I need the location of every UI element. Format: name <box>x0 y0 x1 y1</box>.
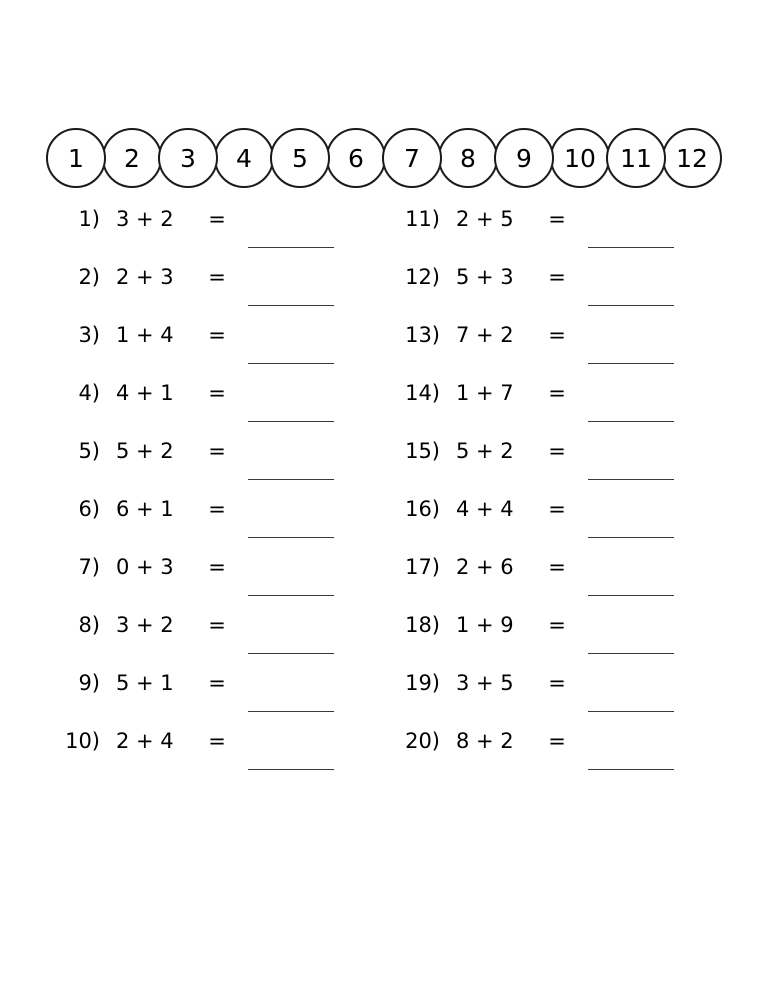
equals-sign: = <box>208 729 226 753</box>
number-circle-label: 2 <box>124 143 140 173</box>
problem-expression: 1 + 7 <box>456 381 514 405</box>
problem-expression: 4 + 1 <box>116 381 174 405</box>
equals-sign: = <box>208 265 226 289</box>
answer-blank[interactable] <box>588 322 674 364</box>
problem-row <box>400 322 730 380</box>
problem-row <box>60 728 390 786</box>
equals-sign: = <box>208 323 226 347</box>
equals-sign: = <box>208 497 226 521</box>
problem-expression: 1 + 9 <box>456 613 514 637</box>
problem-number: 17) <box>405 555 440 579</box>
problem-expression: 8 + 2 <box>456 729 514 753</box>
answer-rule-line <box>588 247 674 248</box>
equals-sign: = <box>208 613 226 637</box>
right-column <box>400 206 730 786</box>
answer-blank[interactable] <box>588 670 674 712</box>
problem-number: 16) <box>405 497 440 521</box>
equals-sign: = <box>548 613 566 637</box>
problem-number: 15) <box>405 439 440 463</box>
problem-row <box>60 612 390 670</box>
answer-rule-line <box>248 247 334 248</box>
number-circle-label: 7 <box>404 143 420 173</box>
problem-number: 19) <box>405 671 440 695</box>
problem-expression: 4 + 4 <box>456 497 514 521</box>
problem-row <box>400 380 730 438</box>
problem-expression: 5 + 2 <box>456 439 514 463</box>
problem-row <box>400 438 730 496</box>
number-circle-label: 5 <box>292 143 308 173</box>
answer-rule-line <box>248 479 334 480</box>
equals-sign: = <box>208 207 226 231</box>
equals-sign: = <box>548 497 566 521</box>
answer-rule-line <box>588 479 674 480</box>
problem-row <box>60 380 390 438</box>
answer-rule-line <box>588 595 674 596</box>
equals-sign: = <box>548 265 566 289</box>
answer-blank[interactable] <box>588 554 674 596</box>
answer-blank[interactable] <box>248 380 334 422</box>
answer-rule-line <box>248 711 334 712</box>
problem-row <box>400 554 730 612</box>
number-circle-12 <box>662 128 722 188</box>
problem-number: 6) <box>78 497 100 521</box>
problem-number: 7) <box>78 555 100 579</box>
number-circle-7 <box>382 128 442 188</box>
problem-number: 8) <box>78 613 100 637</box>
problem-row <box>60 264 390 322</box>
answer-blank[interactable] <box>248 554 334 596</box>
answer-rule-line <box>588 305 674 306</box>
answer-rule-line <box>248 769 334 770</box>
equals-sign: = <box>548 323 566 347</box>
answer-rule-line <box>248 363 334 364</box>
answer-rule-line <box>248 537 334 538</box>
answer-blank[interactable] <box>248 670 334 712</box>
answer-blank[interactable] <box>248 322 334 364</box>
problem-expression: 3 + 2 <box>116 207 174 231</box>
number-circle-1 <box>46 128 106 188</box>
problem-row <box>60 496 390 554</box>
number-circle-6 <box>326 128 386 188</box>
problem-row <box>60 206 390 264</box>
equals-sign: = <box>208 555 226 579</box>
answer-rule-line <box>248 653 334 654</box>
answer-rule-line <box>588 363 674 364</box>
problem-row <box>60 438 390 496</box>
problem-expression: 5 + 2 <box>116 439 174 463</box>
answer-blank[interactable] <box>248 496 334 538</box>
answer-blank[interactable] <box>588 264 674 306</box>
problem-row <box>400 670 730 728</box>
number-circle-3 <box>158 128 218 188</box>
problem-number: 4) <box>78 381 100 405</box>
equals-sign: = <box>548 207 566 231</box>
number-circle-label: 10 <box>564 143 596 173</box>
problem-number: 3) <box>78 323 100 347</box>
problem-expression: 2 + 5 <box>456 207 514 231</box>
number-circle-4 <box>214 128 274 188</box>
problem-expression: 0 + 3 <box>116 555 174 579</box>
problem-number: 10) <box>65 729 100 753</box>
problem-number: 11) <box>405 207 440 231</box>
number-circle-label: 1 <box>68 143 84 173</box>
equals-sign: = <box>548 381 566 405</box>
problem-number: 5) <box>78 439 100 463</box>
answer-rule-line <box>248 421 334 422</box>
number-circle-11 <box>606 128 666 188</box>
left-column <box>60 206 390 786</box>
number-circle-label: 4 <box>236 143 252 173</box>
number-circle-label: 8 <box>460 143 476 173</box>
equals-sign: = <box>548 439 566 463</box>
problem-row <box>400 206 730 264</box>
problem-row <box>60 554 390 612</box>
answer-blank[interactable] <box>588 728 674 770</box>
number-circle-label: 11 <box>620 143 652 173</box>
number-circle-label: 6 <box>348 143 364 173</box>
problem-number: 13) <box>405 323 440 347</box>
problem-row <box>400 612 730 670</box>
number-circle-label: 9 <box>516 143 532 173</box>
number-circle-label: 12 <box>676 143 708 173</box>
problem-expression: 3 + 5 <box>456 671 514 695</box>
problem-expression: 2 + 6 <box>456 555 514 579</box>
problem-row <box>60 322 390 380</box>
number-circle-8 <box>438 128 498 188</box>
answer-blank[interactable] <box>588 612 674 654</box>
number-circle-5 <box>270 128 330 188</box>
problem-expression: 1 + 4 <box>116 323 174 347</box>
equals-sign: = <box>548 671 566 695</box>
problem-expression: 6 + 1 <box>116 497 174 521</box>
answer-rule-line <box>248 305 334 306</box>
number-circle-2 <box>102 128 162 188</box>
answer-blank[interactable] <box>248 206 334 248</box>
answer-rule-line <box>588 769 674 770</box>
equals-sign: = <box>208 439 226 463</box>
answer-rule-line <box>248 595 334 596</box>
problem-number: 20) <box>405 729 440 753</box>
equals-sign: = <box>548 729 566 753</box>
problem-expression: 2 + 3 <box>116 265 174 289</box>
number-circle-10 <box>550 128 610 188</box>
answer-rule-line <box>588 653 674 654</box>
answer-blank[interactable] <box>248 438 334 480</box>
answer-blank[interactable] <box>248 264 334 306</box>
answer-rule-line <box>588 421 674 422</box>
number-circle-9 <box>494 128 554 188</box>
answer-blank[interactable] <box>588 380 674 422</box>
problem-expression: 2 + 4 <box>116 729 174 753</box>
answer-rule-line <box>588 711 674 712</box>
number-circle-label: 3 <box>180 143 196 173</box>
problem-row <box>60 670 390 728</box>
answer-blank[interactable] <box>588 496 674 538</box>
problem-row <box>400 264 730 322</box>
problem-number: 2) <box>78 265 100 289</box>
problem-number: 18) <box>405 613 440 637</box>
problem-expression: 5 + 1 <box>116 671 174 695</box>
equals-sign: = <box>208 671 226 695</box>
problem-expression: 7 + 2 <box>456 323 514 347</box>
problem-expression: 5 + 3 <box>456 265 514 289</box>
answer-blank[interactable] <box>248 728 334 770</box>
problem-number: 1) <box>78 207 100 231</box>
number-line-circles <box>46 128 726 190</box>
problem-row <box>400 496 730 554</box>
answer-blank[interactable] <box>588 438 674 480</box>
problem-number: 9) <box>78 671 100 695</box>
problem-number: 12) <box>405 265 440 289</box>
problem-number: 14) <box>405 381 440 405</box>
equals-sign: = <box>208 381 226 405</box>
problem-expression: 3 + 2 <box>116 613 174 637</box>
answer-blank[interactable] <box>588 206 674 248</box>
answer-blank[interactable] <box>248 612 334 654</box>
equals-sign: = <box>548 555 566 579</box>
answer-rule-line <box>588 537 674 538</box>
problem-row <box>400 728 730 786</box>
